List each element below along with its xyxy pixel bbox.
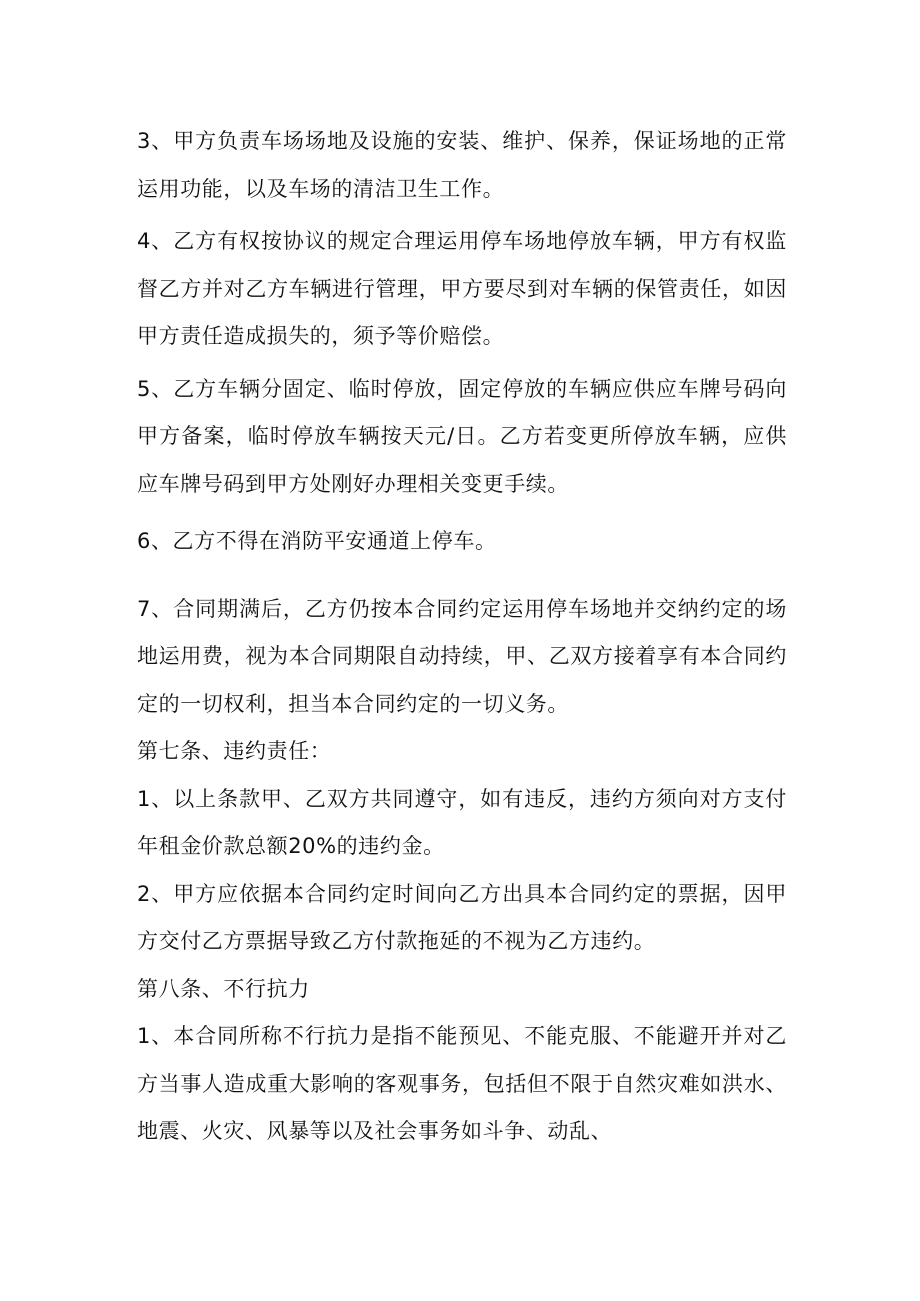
paragraph-clause-7: 7、合同期满后，乙方仍按本合同约定运用停车场地并交纳约定的场地运用费，视为本合同期限自动持续，甲、乙双方接着享有本合同约定的一切权利，担当本合同约定的一切义务。	[137, 596, 787, 716]
paragraph-clause-5: 5、乙方车辆分固定、临时停放，固定停放的车辆应供应车牌号码向甲方备案，临时停放车辆按天元/日。乙方若变更所停放车辆，应供应车牌号码到甲方处刚好办理相关变更手续。	[137, 376, 787, 496]
paragraph-breach-2: 2、甲方应依据本合同约定时间向乙方出具本合同约定的票据，因甲方交付乙方票据导致乙方付款拖延的不视为乙方违约。	[137, 881, 787, 953]
section-heading-article-8: 第八条、不行抗力	[137, 976, 310, 1001]
paragraph-clause-3: 3、甲方负责车场场地及设施的安装、维护、保养，保证场地的正常运用功能，以及车场的清洁卫生工作。	[137, 129, 787, 201]
paragraph-breach-1: 1、以上条款甲、乙双方共同遵守，如有违反，违约方须向对方支付年租金价款总额20%的违约金。	[137, 786, 787, 858]
paragraph-clause-6: 6、乙方不得在消防平安通道上停车。	[137, 529, 497, 553]
paragraph-force-majeure-1: 1、本合同所称不行抗力是指不能预见、不能克服、不能避开并对乙方当事人造成重大影响的客观事务，包括但不限于自然灾难如洪水、地震、火灾、风暴等以及社会事务如斗争、动乱、	[137, 1024, 787, 1143]
document-body	[137, 118, 787, 1156]
paragraph-clause-4: 4、乙方有权按协议的规定合理运用停车场地停放车辆，甲方有权监督乙方并对乙方车辆进行管理，甲方要尽到对车辆的保管责任，如因甲方责任造成损失的，须予等价赔偿。	[137, 229, 787, 348]
section-heading-article-7: 第七条、违约责任：	[137, 739, 332, 763]
